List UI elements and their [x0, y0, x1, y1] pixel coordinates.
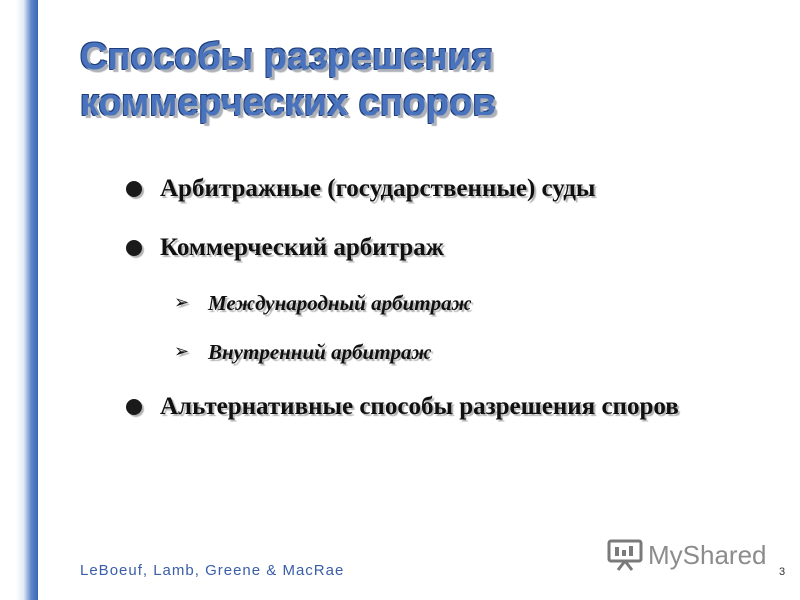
footer-firm-name: LeBoeuf, Lamb, Greene & MacRae: [80, 562, 345, 579]
bullet-item-alternative-dispute-resolution: [120, 390, 740, 424]
watermark-text: MyShared: [648, 540, 767, 570]
bullet-text: Альтернативные способы разрешения споров: [160, 393, 679, 420]
watermark-logo: [606, 538, 766, 572]
bullet-item-state-courts: [120, 172, 740, 206]
title-line-1: Способы разрешения: [80, 36, 494, 78]
slide-title: [80, 34, 720, 126]
left-accent-bar: [0, 0, 38, 600]
bullet-list: [120, 172, 740, 424]
bullet-text: Арбитражные (государственные) суды: [160, 175, 596, 202]
bullet-dot-icon: [126, 181, 142, 197]
title-line-2: коммерческих споров: [80, 82, 496, 124]
page-number: 3: [779, 566, 786, 578]
arrow-bullet-icon: ➢: [174, 341, 190, 362]
subbullet-text: Внутренний арбитраж: [208, 340, 432, 364]
presentation-board-icon: [606, 538, 644, 572]
subbullet-text: Международный арбитраж: [208, 291, 472, 315]
arrow-bullet-icon: ➢: [174, 292, 190, 313]
subbullet-item-domestic-arbitration: [120, 338, 740, 366]
bullet-text: Коммерческий арбитраж: [160, 234, 444, 261]
bullet-dot-icon: [126, 399, 142, 415]
subbullet-item-international-arbitration: [120, 289, 740, 317]
bullet-item-commercial-arbitration: [120, 231, 740, 265]
bullet-dot-icon: [126, 240, 142, 256]
